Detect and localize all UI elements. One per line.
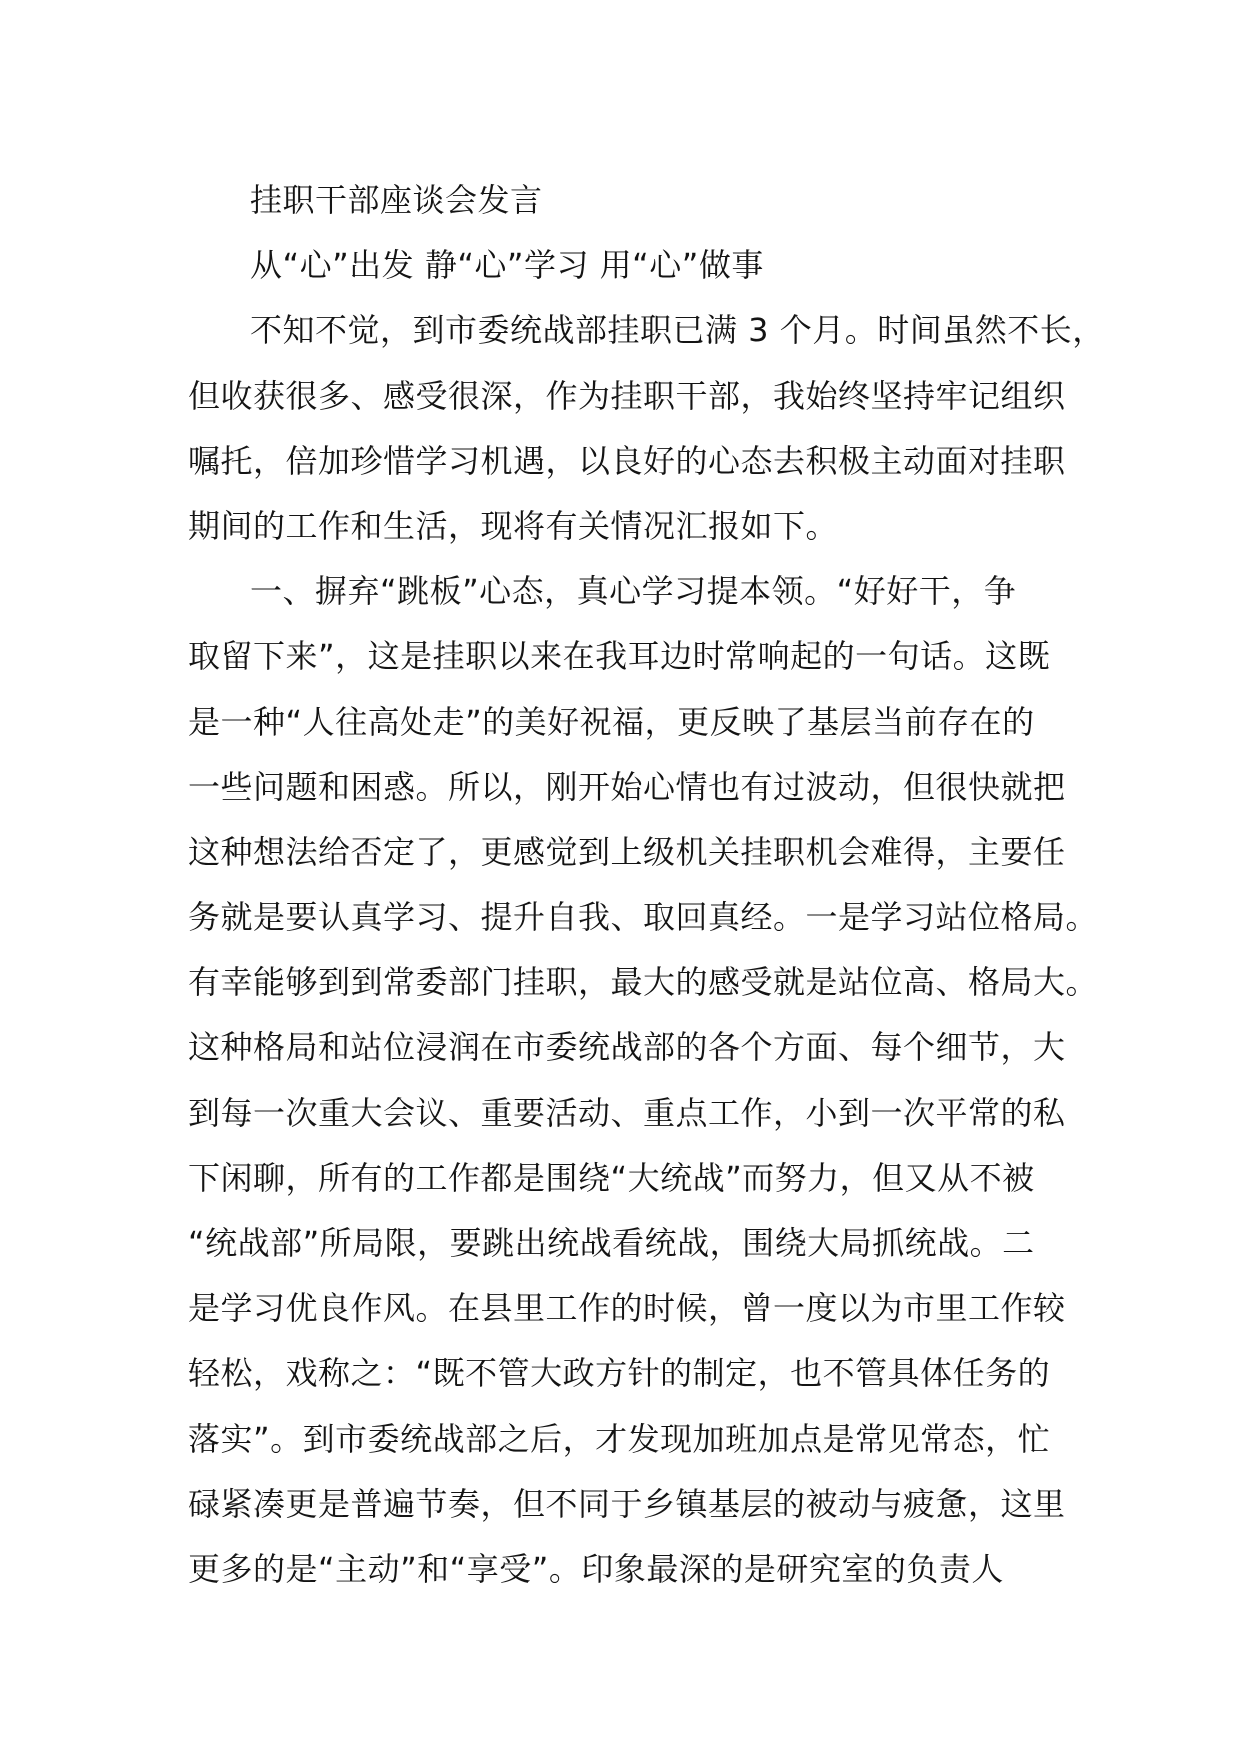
paragraph-line: 轻松，戏称之：“既不管大政方针的制定，也不管具体任务的	[188, 1354, 1051, 1393]
paragraph-line: 是学习优良作风。在县里工作的时候，曾一度以为市里工作较	[188, 1289, 1066, 1328]
paragraph-line: 一、摒弃“跳板”心态，真心学习提本领。“好好干，争	[250, 572, 1017, 611]
document-title: 挂职干部座谈会发言	[250, 181, 543, 219]
paragraph-line: 取留下来”，这是挂职以来在我耳边时常响起的一句话。这既	[188, 637, 1051, 676]
document-body	[188, 168, 1105, 1602]
paragraph-line: 是一种“人往高处走”的美好祝福，更反映了基层当前存在的	[188, 702, 1035, 741]
paragraph-line: 碌紧凑更是普遍节奏，但不同于乡镇基层的被动与疲惫，这里	[188, 1484, 1066, 1523]
paragraph-line: 下闲聊，所有的工作都是围绕“大统战”而努力，但又从不被	[188, 1158, 1035, 1197]
paragraph-line: 到每一次重大会议、重要活动、重点工作，小到一次平常的私	[188, 1093, 1066, 1132]
paragraph-line: 这种格局和站位浸润在市委统战部的各个方面、每个细节，大	[188, 1028, 1066, 1067]
paragraph-line: 落实”。到市委统战部之后，才发现加班加点是常见常态，忙	[188, 1419, 1051, 1458]
paragraph-line: 一些问题和困惑。所以，刚开始心情也有过波动，但很快就把	[188, 767, 1066, 806]
document-subtitle: 从“心”出发 静“心”学习 用“心”做事	[250, 246, 764, 285]
paragraph-line: 更多的是“主动”和“享受”。印象最深的是研究室的负责人	[188, 1549, 1004, 1588]
paragraph-line: 务就是要认真学习、提升自我、取回真经。一是学习站位格局。	[188, 898, 1099, 937]
paragraph-line: 有幸能够到到常委部门挂职，最大的感受就是站位高、格局大。	[188, 963, 1099, 1002]
paragraph-line: 期间的工作和生活，现将有关情况汇报如下。	[188, 506, 839, 545]
paragraph-line: 这种想法给否定了，更感觉到上级机关挂职机会难得，主要任	[188, 832, 1066, 871]
paragraph-line: 但收获很多、感受很深，作为挂职干部，我始终坚持牢记组织	[188, 376, 1066, 415]
paragraph-line: 不知不觉，到市委统战部挂职已满 3 个月。时间虽然不长，	[250, 311, 1105, 350]
paragraph-line: 嘱托，倍加珍惜学习机遇，以良好的心态去积极主动面对挂职	[188, 441, 1066, 480]
paragraph-line: “统战部”所局限，要跳出统战看统战，围绕大局抓统战。二	[188, 1224, 1035, 1262]
